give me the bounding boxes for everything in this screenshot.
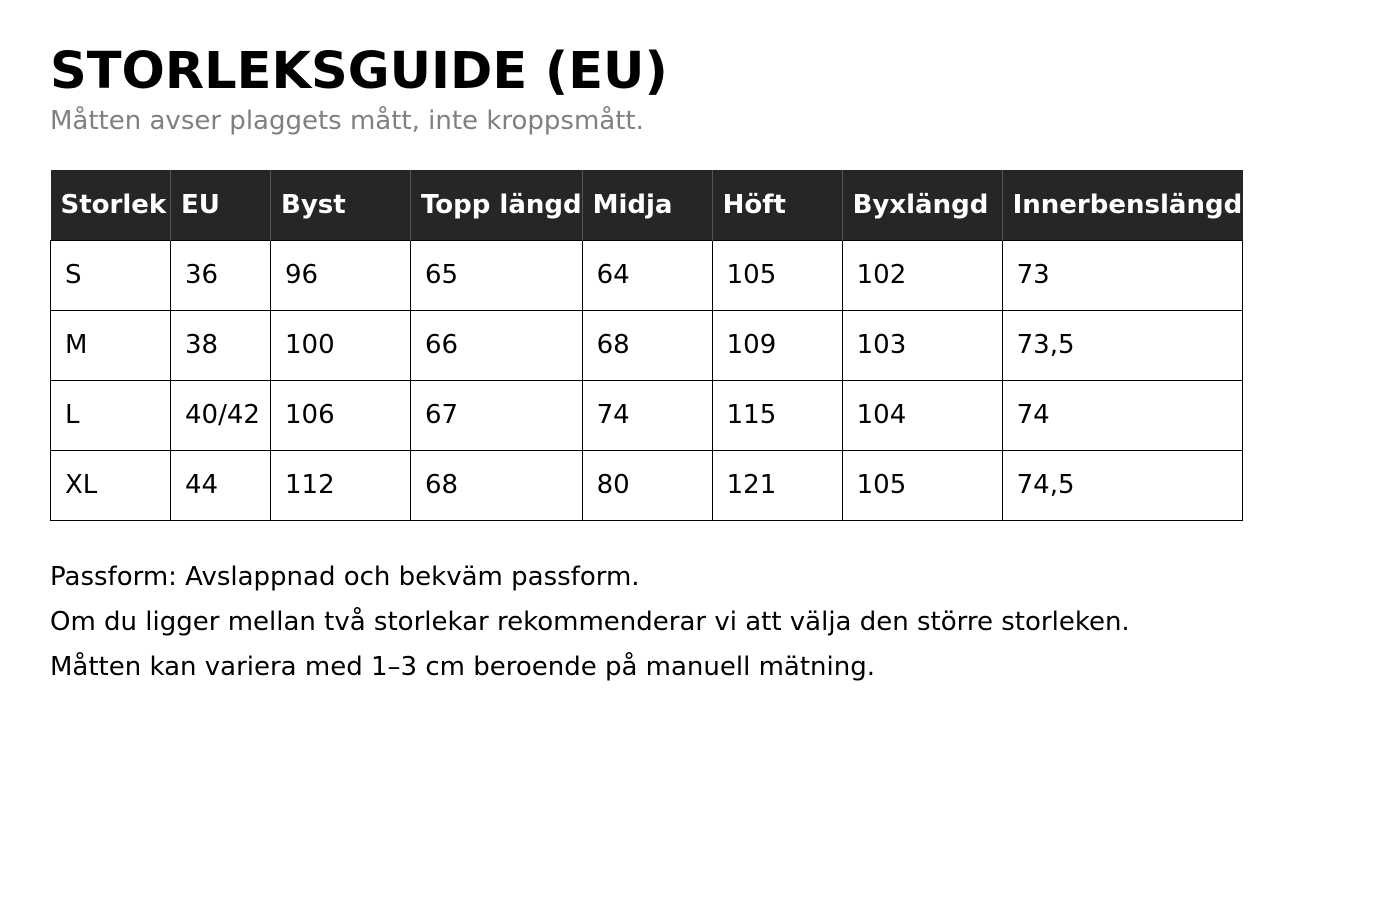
size-table xyxy=(50,170,1243,521)
header-cell-bust: Byst xyxy=(271,170,411,240)
table-header xyxy=(51,170,1243,240)
table-cell: 66 xyxy=(411,310,583,380)
table-cell: 44 xyxy=(171,450,271,520)
table-row xyxy=(51,380,1243,450)
header-cell-pant-length: Byxlängd xyxy=(842,170,1002,240)
table-cell: 36 xyxy=(171,240,271,310)
table-cell: 68 xyxy=(411,450,583,520)
table-cell: 102 xyxy=(842,240,1002,310)
table-cell: 109 xyxy=(712,310,842,380)
table-cell: 104 xyxy=(842,380,1002,450)
table-cell: 121 xyxy=(712,450,842,520)
table-cell: 65 xyxy=(411,240,583,310)
header-cell-eu: EU xyxy=(171,170,271,240)
table-row xyxy=(51,240,1243,310)
table-cell: 40/42 xyxy=(171,380,271,450)
table-cell: 64 xyxy=(582,240,712,310)
page-title: STORLEKSGUIDE (EU) xyxy=(50,42,668,101)
note-measurement-variance: Måtten kan variera med 1–3 cm beroende på manuell mätning. xyxy=(50,652,876,682)
header-cell-waist: Midja xyxy=(582,170,712,240)
table-cell: XL xyxy=(51,450,171,520)
table-cell: 100 xyxy=(271,310,411,380)
table-cell: 112 xyxy=(271,450,411,520)
table-cell: 38 xyxy=(171,310,271,380)
table-cell: 103 xyxy=(842,310,1002,380)
header-row xyxy=(51,170,1243,240)
table-cell: 67 xyxy=(411,380,583,450)
table-cell: 73,5 xyxy=(1002,310,1243,380)
table-cell: 68 xyxy=(582,310,712,380)
note-fit: Passform: Avslappnad och bekväm passform. xyxy=(50,562,640,592)
table-cell: 74,5 xyxy=(1002,450,1243,520)
table-cell: S xyxy=(51,240,171,310)
table-cell: 96 xyxy=(271,240,411,310)
notes xyxy=(50,555,1130,690)
header-cell-size: Storlek xyxy=(51,170,171,240)
table-cell: 73 xyxy=(1002,240,1243,310)
table-cell: 80 xyxy=(582,450,712,520)
table-body xyxy=(51,240,1243,520)
table-row xyxy=(51,450,1243,520)
header-cell-top-length: Topp längd xyxy=(411,170,583,240)
table-cell: 105 xyxy=(712,240,842,310)
header-cell-inseam: Innerbenslängd xyxy=(1002,170,1243,240)
table-cell: 115 xyxy=(712,380,842,450)
table-cell: M xyxy=(51,310,171,380)
note-between-sizes: Om du ligger mellan två storlekar rekommenderar vi att välja den större storleken. xyxy=(50,607,1130,637)
table-cell: 74 xyxy=(582,380,712,450)
table-cell: L xyxy=(51,380,171,450)
table-cell: 74 xyxy=(1002,380,1243,450)
table-row xyxy=(51,310,1243,380)
table-cell: 105 xyxy=(842,450,1002,520)
page-subtitle: Måtten avser plaggets mått, inte kroppsmått. xyxy=(50,106,644,136)
table-cell: 106 xyxy=(271,380,411,450)
header-cell-hip: Höft xyxy=(712,170,842,240)
